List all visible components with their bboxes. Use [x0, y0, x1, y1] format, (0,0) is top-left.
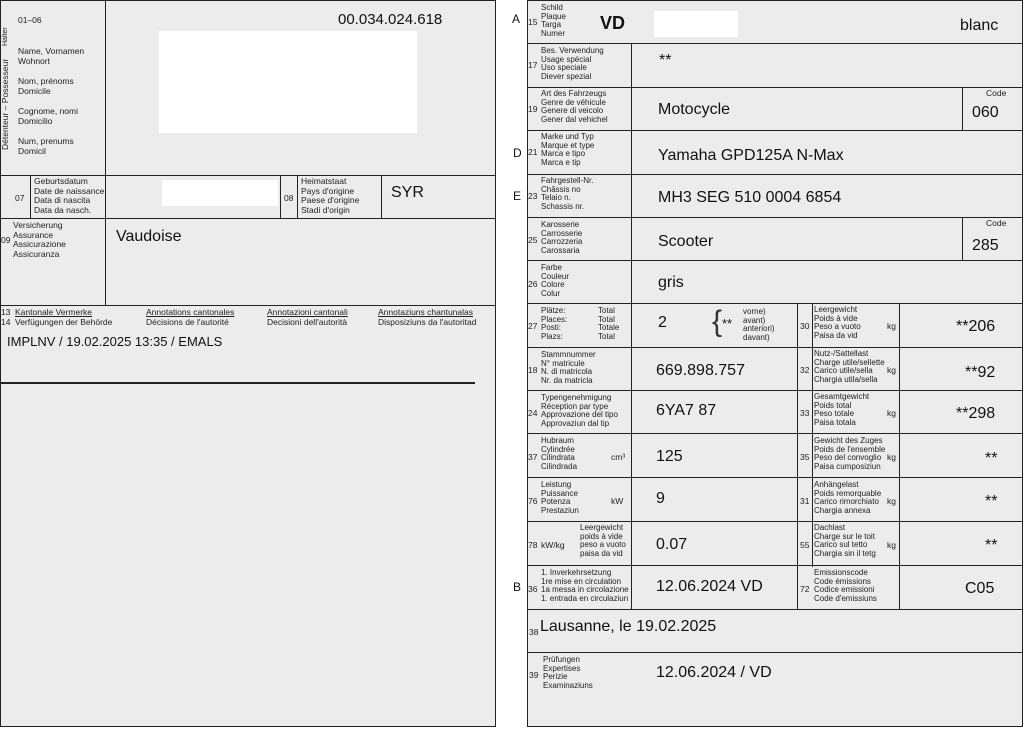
section-letter-b: B [513, 580, 522, 594]
f35-value: ** [985, 450, 998, 467]
f18-labels: Stammnummer N° matricule N. di matricola Nr. da matricla [541, 350, 596, 385]
f55-unit: kg [887, 540, 896, 550]
f37-value: 125 [656, 448, 683, 465]
f39-value: 12.06.2024 / VD [656, 664, 772, 681]
f31-unit: kg [887, 496, 896, 506]
f39-num: 39 [529, 670, 539, 680]
f25-code-label: Code [986, 218, 1007, 228]
f19-code-label: Code [986, 88, 1007, 98]
f19-num: 19 [528, 104, 538, 114]
f27-front-labels: vorne) avant) anteriori) davant) [743, 307, 775, 342]
insurance-num: 09 [1, 235, 11, 245]
annotation-labels-de: Kantonale Vermerke Verfügungen der Behörde [15, 307, 113, 327]
f21-num: 21 [528, 147, 538, 157]
f38-value: Lausanne, le 19.02.2025 [540, 618, 717, 635]
f15-num: 15 [528, 17, 538, 27]
insurance-value: Vaudoise [116, 228, 182, 245]
section-letter-a: A [512, 12, 521, 26]
f27-value: 2 [658, 314, 667, 331]
f76-num: 76 [528, 496, 538, 506]
holder-side-label-2: Halter [2, 27, 9, 46]
f36-labels: 1. Inverkehrsetzung 1re mise en circulation 1a messa in circolazione 1. entrada en circulaziun [541, 568, 629, 603]
f38-num: 38 [529, 627, 539, 637]
f72-num: 72 [800, 584, 810, 594]
holder-labels: Name, Vornamen Wohnort Nom, prénoms Domicile Cognome, nomi Domicilio Num, prenums Domicil [18, 46, 85, 156]
f37-labels: Hubraum Cylindrée Cilindrata Cilindrada [541, 436, 578, 471]
f78-labels: Leergewicht poids à vide peso a vuoto paisa da vid [580, 523, 626, 558]
f33-unit: kg [887, 408, 896, 418]
f21-labels: Marke und Typ Marque et type Marca e tipo Marca e tip [541, 132, 595, 167]
plate-color: blanc [960, 17, 999, 34]
f25-num: 25 [528, 235, 538, 245]
f23-value: MH3 SEG 510 0004 6854 [658, 189, 842, 206]
section-0106: 01–06 [18, 15, 42, 25]
insurance-labels: Versicherung Assurance Assicurazione Assicuranza [13, 220, 66, 259]
section-letter-e: E [513, 189, 522, 203]
f27-front-value: ** [722, 316, 733, 331]
f15-labels: Schild Plaque Targa Numer [541, 3, 566, 38]
f78-num: 78 [528, 540, 538, 550]
f27-brace-left: { [712, 305, 723, 338]
f26-num: 26 [528, 279, 538, 289]
f33-num: 33 [800, 408, 810, 418]
f76-labels: Leistung Puissance Potenza Prestaziun [541, 480, 579, 515]
f32-value: **92 [965, 364, 996, 381]
f55-value: ** [985, 537, 998, 554]
f31-labels: Anhängelast Poids remorquable Carico rimorchiato Chargia annexa [814, 480, 882, 515]
document-number: 00.034.024.618 [338, 11, 443, 28]
f21-value: Yamaha GPD125A N-Max [658, 147, 844, 164]
f32-labels: Nutz-/Sattellast Charge utile/sellette Carico utile/sella Chargia utila/sella [814, 349, 885, 384]
birth-labels: Geburtsdatum Date de naissance Data di nascita Data da nasch. [34, 176, 105, 215]
f36-num: 36 [528, 584, 538, 594]
f19-code: 060 [972, 104, 999, 121]
f30-labels: Leergewicht Poids à vide Peso a vuoto Paisa da vid [814, 305, 861, 340]
f35-unit: kg [887, 452, 896, 462]
f17-value: ** [659, 52, 672, 69]
section-letter-d: D [513, 146, 522, 160]
f27-labels: Plätze: Places: Posti: Plazs: [541, 306, 568, 341]
f24-labels: Typengenehmigung Réception par type Approvazione del tipo Approvaziun dal tip [541, 393, 618, 428]
f26-value: gris [658, 274, 684, 291]
f27-totals: Total Total Totale Total [598, 306, 620, 341]
f19-value: Motocycle [658, 101, 731, 118]
birth-num: 07 [15, 193, 25, 203]
f19-labels: Art des Fahrzeugs Genre de véhicule Genere di veicolo Gener dal vehichel [541, 89, 608, 124]
f35-labels: Gewicht des Zuges Poids de l'ensemble Peso del convoglio Paisa cumposiziun [814, 436, 886, 471]
origin-value: SYR [391, 184, 424, 201]
f31-num: 31 [800, 496, 810, 506]
f24-value: 6YA7 87 [656, 402, 717, 419]
f32-unit: kg [887, 365, 896, 375]
annotation-labels-it: Annotazioni cantonali Decisioni dell'autorità [267, 307, 348, 327]
origin-num: 08 [284, 193, 294, 203]
annotation-labels-fr: Annotations cantonales Décisions de l'autorité [146, 307, 235, 327]
f31-value: ** [985, 493, 998, 510]
f76-value: 9 [656, 490, 665, 507]
f72-labels: Emissionscode Code émissions Codice emissioni Code d'emissiuns [814, 568, 877, 603]
f30-num: 30 [800, 321, 810, 331]
f78-value: 0.07 [656, 536, 688, 553]
f23-num: 23 [528, 191, 538, 201]
annotation-value: IMPLNV / 19.02.2025 13:35 / EMALS [7, 334, 223, 349]
f32-num: 32 [800, 365, 810, 375]
annotation-labels-rm: Annotaziuns chantunalas Disposiziuns da l'autoritad [378, 307, 477, 327]
f24-num: 24 [528, 408, 538, 418]
f76-unit: kW [611, 496, 624, 506]
f18-num: 18 [528, 365, 538, 375]
f36-value: 12.06.2024 VD [656, 578, 763, 595]
f55-labels: Dachlast Charge sur le toit Carico sul tetto Chargia sin il tetg [814, 523, 876, 558]
f35-num: 35 [800, 452, 810, 462]
f25-code: 285 [972, 237, 999, 254]
f30-value: **206 [956, 318, 996, 335]
birth-date-redacted [162, 180, 278, 206]
holder-name-redacted [159, 31, 417, 133]
f33-value: **298 [956, 405, 996, 422]
f33-labels: Gesamtgewicht Poids total Peso totale Paisa totala [814, 392, 870, 427]
f55-num: 55 [800, 540, 810, 550]
f78-unit: kW/kg [541, 540, 565, 550]
plate-canton: VD [600, 13, 626, 33]
origin-labels: Heimatstaat Pays d'origine Paese d'origine Stadi d'origin [301, 176, 360, 215]
f25-value: Scooter [658, 233, 714, 250]
f30-unit: kg [887, 321, 896, 331]
f26-labels: Farbe Couleur Colore Colur [541, 263, 570, 298]
plate-number-redacted [654, 11, 738, 37]
f23-labels: Fahrgestell-Nr. Châssis no Telaio n. Schassis nr. [541, 176, 594, 211]
f17-labels: Bes. Verwendung Usage spécial Uso speciale Diever spezial [541, 46, 604, 81]
holder-side-label: Détenteur – Possesseur [0, 58, 10, 150]
f72-value: C05 [965, 580, 995, 597]
f18-value: 669.898.757 [656, 362, 745, 379]
annotation-nums: 13 14 [1, 307, 11, 327]
f25-labels: Karosserie Carrosserie Carrozzeria Carossaria [541, 220, 583, 255]
f39-labels: Prüfungen Expertises Perizie Examinaziuns [543, 655, 593, 690]
f37-num: 37 [528, 452, 538, 462]
f37-unit: cm³ [611, 452, 626, 462]
f17-num: 17 [528, 60, 538, 70]
f27-num: 27 [528, 321, 538, 331]
